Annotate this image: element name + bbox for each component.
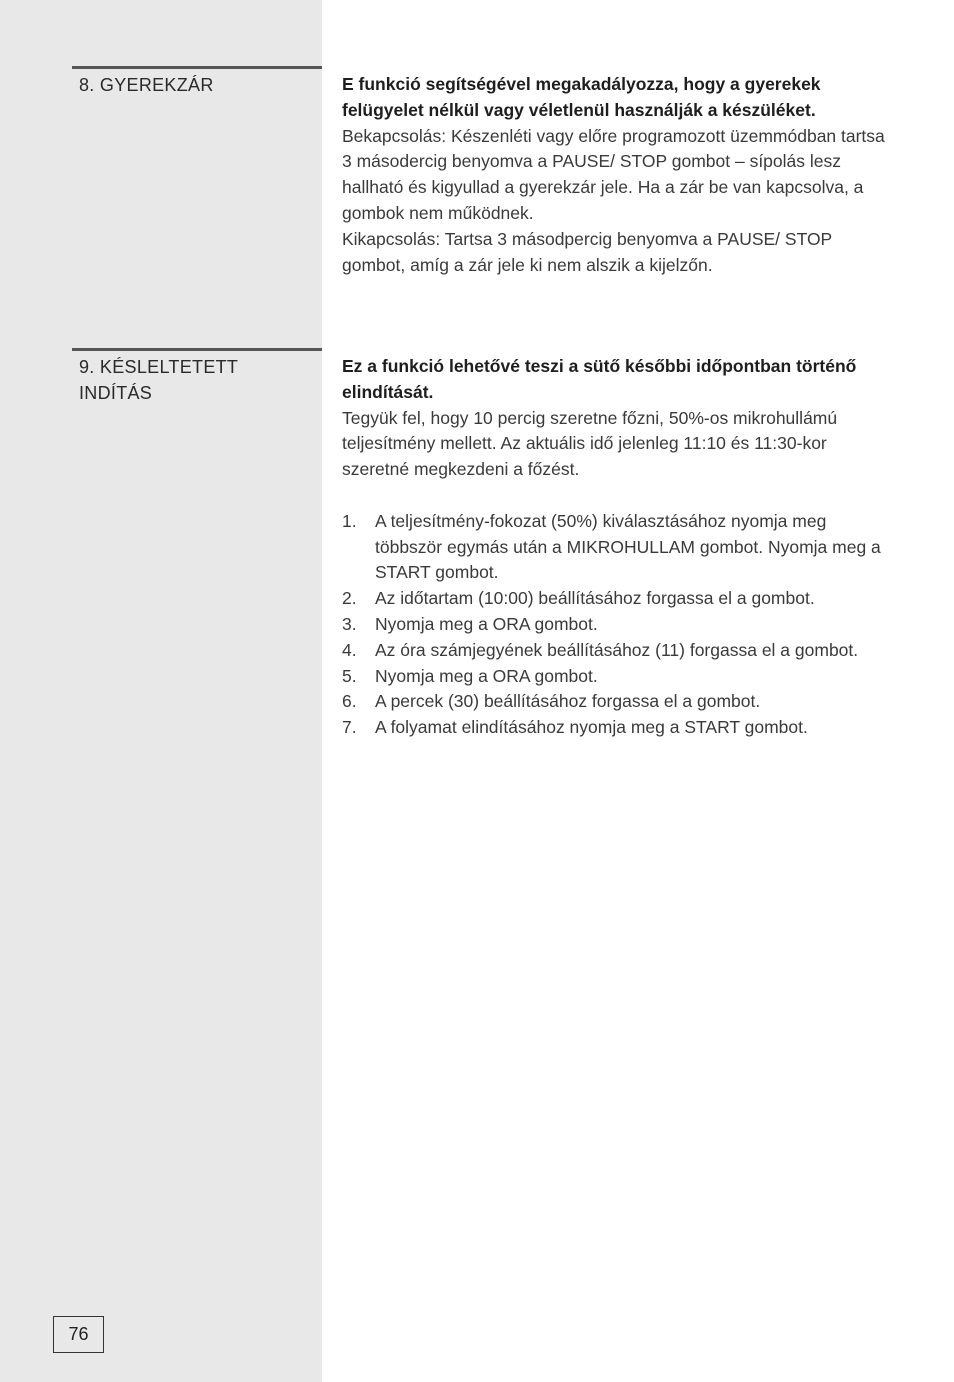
list-item [342,715,887,741]
section-lead: E funkció segítségével megakadályozza, hogy a gyerekek felügyelet nélkül vagy véletlenül használják a készüléket. [342,74,821,120]
step-text: Az időtartam (10:00) beállításához forgassa el a gombot. [375,588,815,609]
section-body [342,354,887,741]
step-text: A folyamat elindításához nyomja meg a START gombot. [375,717,808,738]
list-item [342,638,887,664]
step-number: 6. [342,691,357,712]
step-number: 7. [342,717,357,738]
step-number: 1. [342,510,357,531]
paragraph-intro: Tegyük fel, hogy 10 percig szeretne főzni, 50%-os mikrohullámú teljesítmény mellett. Az aktuális idő jelenleg 11:10 és 11:30-kor szeretné megkezdeni a főzést. [342,407,838,480]
page-number: 76 [53,1316,104,1353]
list-item [342,664,887,690]
section-title: 8. GYEREKZÁR [79,75,214,95]
paragraph-enable: Bekapcsolás: Készenléti vagy előre programozott üzemmódban tartsa 3 másodercig benyomva a PAUSE/ STOP gombot – sípolás lesz hallható és kigyullad a gyerekzár jele. Ha a zár be van kapcsolva, a gombok nem működnek. [342,125,885,223]
steps-list [342,509,887,741]
section-body [342,72,887,278]
list-item [342,612,887,638]
step-text: Nyomja meg a ORA gombot. [375,613,598,634]
section-divider [72,348,322,351]
section-title [79,354,314,406]
section-title-line: 9. KÉSLELTETETT [79,357,239,377]
step-text: Nyomja meg a ORA gombot. [375,665,598,686]
section-title-line: INDÍTÁS [79,383,153,403]
step-number: 5. [342,665,357,686]
paragraph-disable: Kikapcsolás: Tartsa 3 másodpercig benyomva a PAUSE/ STOP gombot, amíg a zár jele ki nem alszik a kijelzőn. [342,228,832,275]
section-divider [72,66,322,69]
step-number: 4. [342,639,357,660]
step-text: Az óra számjegyének beállításához (11) forgassa el a gombot. [375,639,859,660]
step-number: 2. [342,588,357,609]
step-text: A percek (30) beállításához forgassa el a gombot. [375,691,761,712]
list-item [342,586,887,612]
list-item [342,509,887,586]
step-text: A teljesítmény-fokozat (50%) kiválasztásához nyomja meg többször egymás után a MIKROHULLAM gombot. Nyomja meg a START gombot. [375,510,881,583]
list-item [342,689,887,715]
sidebar-background [0,0,322,1382]
section-lead: Ez a funkció lehetővé teszi a sütő későbbi időpontban történő elindítását. [342,356,857,402]
step-number: 3. [342,613,357,634]
